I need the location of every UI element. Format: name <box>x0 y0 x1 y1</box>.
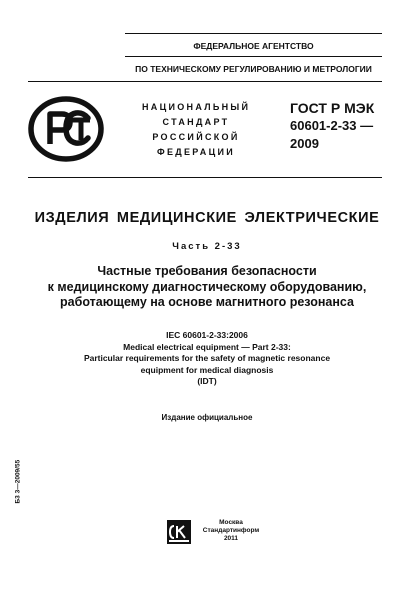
header-bottom-rule <box>28 81 382 82</box>
publisher-city: Москва <box>219 519 243 526</box>
national-line: РОССИЙСКОЙ <box>152 132 240 142</box>
block-bottom-rule <box>28 177 382 178</box>
publisher-info <box>195 519 267 543</box>
main-title: ИЗДЕЛИЯ МЕДИЦИНСКИЕ ЭЛЕКТРИЧЕСКИЕ <box>34 210 380 226</box>
gost-designation <box>290 99 374 153</box>
publisher-name: Стандартинформ <box>202 527 260 534</box>
header-top-rule <box>125 33 382 34</box>
standartinform-logo-icon <box>166 519 192 545</box>
iec-reference <box>10 330 404 388</box>
national-line: ФЕДЕРАЦИИ <box>156 147 236 157</box>
iec-line: equipment for medical diagnosis <box>140 364 274 375</box>
national-line: СТАНДАРТ <box>162 117 230 127</box>
subtitle <box>10 264 404 311</box>
iec-line: Particular requirements for the safety of magnetic resonance <box>83 353 331 363</box>
agency-line-2: ПО ТЕХНИЧЕСКОМУ РЕГУЛИРОВАНИЮ И МЕТРОЛОГИИ <box>135 64 372 74</box>
national-standard-label <box>142 100 250 160</box>
subtitle-line: к медицинскому диагностическому оборудованию, <box>47 279 367 294</box>
edition-label: Издание официальное <box>161 413 253 422</box>
iec-line: IEC 60601-2-33:2006 <box>166 330 248 340</box>
gost-number: 60601-2-33 — <box>290 118 374 133</box>
agency-line-1: ФЕДЕРАЛЬНОЕ АГЕНТСТВО <box>193 41 314 51</box>
subtitle-line: Частные требования безопасности <box>97 264 317 278</box>
gost-year: 2009 <box>290 136 319 151</box>
iec-line: (IDT) <box>197 376 217 386</box>
header-mid-rule <box>125 56 382 57</box>
publication-year: 2011 <box>223 535 239 542</box>
side-code: Б3 3—2009/55 <box>14 459 22 504</box>
subtitle-line: работающему на основе магнитного резонанса <box>60 295 354 309</box>
gost-r-certification-logo-icon <box>28 96 104 162</box>
iec-line: Medical electrical equipment — Part 2-33: <box>123 341 291 352</box>
gost-title: ГОСТ Р МЭК <box>290 100 375 116</box>
national-line: НАЦИОНАЛЬНЫЙ <box>142 102 251 112</box>
part-number: Часть 2-33 <box>172 241 242 252</box>
